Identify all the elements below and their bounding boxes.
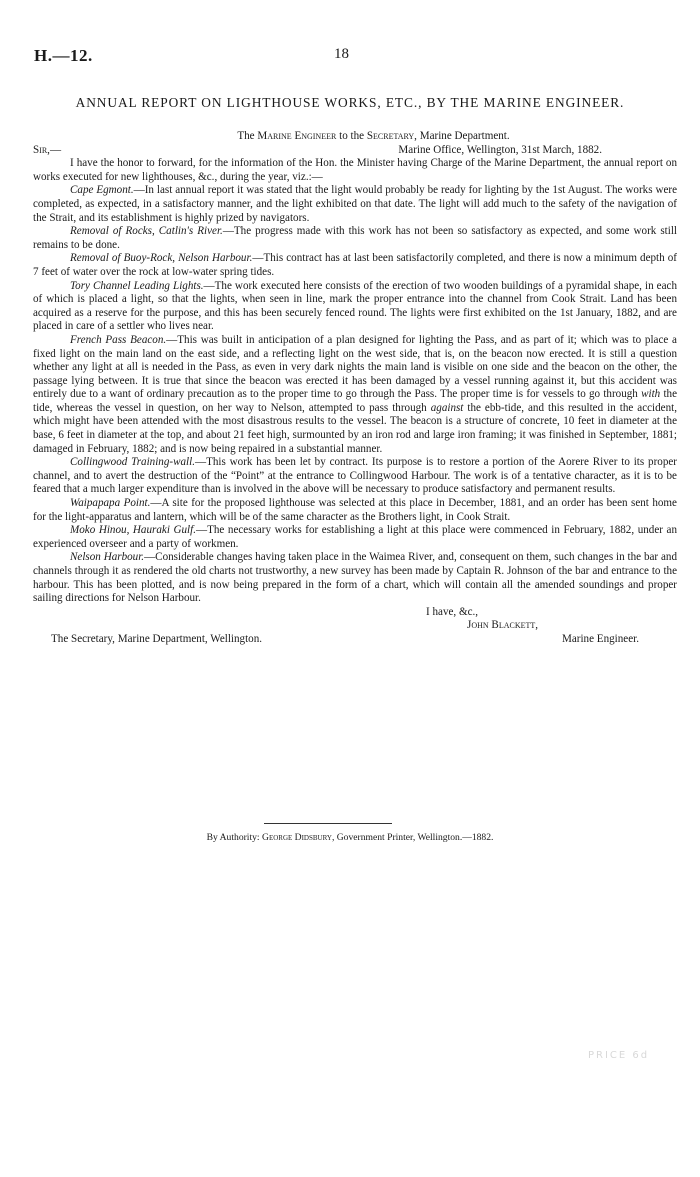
section-paragraph — [33, 497, 677, 524]
address-sender: Marine Engineer — [257, 130, 337, 142]
salutation: Sir,— — [33, 143, 62, 156]
office-date: Marine Office, Wellington, 31st March, 1882. — [398, 143, 602, 156]
signatory-role: Marine Engineer. — [561, 632, 639, 645]
section-text: —Considerable changes having taken place in the Waimea River, and, consequent on them, such changes in the bar and channels through it as rendered the old charts not trustworthy, a new survey has been made by Captain R. Johnson of the bar and entrance to the harbour. This has been plotted, and is now being prepared in the form of a chart, which will contain all the amended soundings and proper sailing directions for Nelson Harbour. — [33, 551, 677, 605]
address-word: The — [237, 130, 255, 142]
section-text: —The work executed here consists of the erection of two wooden buildings of a pyramidal shape, in each of which is placed a light, so that the lights, when seen in line, mark the proper entrance into the channel from Cook Strait. Land has been acquired as a reserve for the purpose, and this has been securely fenced round. The lights were first exhibited on the 1st January, 1882, and are placed in care of a settler who lives near. — [33, 279, 677, 333]
section-paragraph — [33, 280, 677, 334]
divider-rule — [264, 823, 392, 824]
salutation-line — [33, 144, 677, 158]
section-paragraph — [33, 551, 677, 605]
section-heading: French Pass Beacon. — [70, 333, 167, 346]
emphasis-word: with — [641, 388, 661, 401]
section-heading: Cape Egmont. — [70, 184, 134, 197]
closing-footer-line — [33, 633, 677, 647]
section-text: —This work has been let by contract. Its purpose is to restore a portion of the Aorere River to its proper channel, and to avert the destruction of the “Point” at the entrance to Collingwood Harbour. The work is of a tentative character, as it is to be feared that a much larger expenditure than is involved in the above will be necessary to produce satisfactory and permanent results. — [33, 456, 677, 496]
address-word: to the — [339, 130, 365, 142]
signatory-name: John Blackett, — [467, 619, 539, 632]
section-text: the tide, whereas the vessel in question, on her way to Nelson, attempted to pass through — [33, 388, 678, 414]
section-heading: Collingwood Training-wall. — [70, 456, 195, 469]
paper-reference: H.—12. — [34, 46, 93, 65]
section-text: —The progress made with this work has not been so satisfactory as expected, and some work still remains to be done. — [33, 225, 677, 251]
section-text: the ebb-tide, and this resulted in the accident, which might have been attended with the most disastrous results to the vessel. The beacon is a structure of concrete, 10 feet in diameter at the base, 6 feet in diameter at the top, and about 21 feet high, surmounted by an iron rod and large iron framing; it was finished in September, 1881; damaged in February, 1882; and is now being repaired in a substantial manner. — [33, 401, 677, 455]
imprint-prefix: By Authority: — [206, 832, 260, 843]
faint-stamp: PRICE 6d — [588, 1050, 650, 1061]
addressee: The Secretary, Marine Department, Wellington. — [51, 632, 263, 645]
section-heading: Moko Hinou, Hauraki Gulf. — [70, 524, 196, 537]
letter-body — [33, 130, 677, 647]
section-heading: Tory Channel Leading Lights. — [70, 279, 204, 292]
imprint-printer: George Didsbury — [262, 832, 332, 843]
section-heading: Removal of Buoy-Rock, Nelson Harbour. — [70, 252, 253, 265]
section-heading: Removal of Rocks, Catlin's River. — [70, 225, 223, 238]
intro-paragraph: I have the honor to forward, for the information of the Hon. the Minister having Charge of the Marine Department, the annual report on works executed for new lighthouses, &c., during the year, viz.:— — [33, 157, 677, 183]
french-pass-paragraph — [33, 334, 677, 456]
section-paragraph — [33, 456, 677, 497]
report-title: ANNUAL REPORT ON LIGHTHOUSE WORKS, ETC., BY THE MARINE ENGINEER. — [75, 95, 625, 110]
section-paragraph — [33, 225, 677, 252]
section-paragraph — [33, 524, 677, 551]
section-text: —A site for the proposed lighthouse was selected at this place in December, 1881, and an order has been sent home for the light-apparatus and lantern, which will be of the same character as the Brothers light, in Cook Strait. — [33, 497, 677, 523]
page-number: 18 — [334, 46, 349, 62]
section-text: —This contract has at last been satisfactorily completed, and there is now a minimum depth of 7 feet of water over the rock at low-water spring tides. — [33, 252, 677, 278]
section-heading: Nelson Harbour. — [70, 551, 145, 564]
address-recipient: Secretary — [366, 130, 415, 142]
printer-imprint — [0, 832, 700, 843]
section-paragraph — [33, 252, 677, 279]
closing-formula: I have, &c., — [426, 605, 479, 618]
section-paragraph — [33, 184, 677, 225]
imprint-suffix: , Government Printer, Wellington.—1882. — [331, 832, 494, 843]
section-text: —The necessary works for establishing a light at this place were commenced in February, 1882, under an experienced overseer and a party of workmen. — [33, 524, 678, 550]
section-heading: Waipapapa Point. — [70, 497, 151, 510]
address-department: , Marine Department. — [414, 130, 510, 142]
section-text: —In last annual report it was stated that the light would probably be ready for lighting by the 1st August. The works were completed, as expected, in a satisfactory manner, and the light exhibited on that date. The light will add much to the safety of the navigation of the Strait, and its establishment is highly prized by navigators. — [33, 184, 677, 224]
section-text: —This was built in anticipation of a plan designed for lighting the Pass, and as part of it; which was to place a fixed light on the main land on the east side, and a reflecting light on the west side, that is, on the beacon now erected. It is still a question whether any light at all is needed in the Pass, as even in very dark nights the main land is visible on one side and the beacon on the other, the passage lying between. It is true that since the beacon was erected it has been damaged by a vessel running against it, but this accident was entirely due to a want of ordinary precaution as to the proper time to go through the Pass. The proper time is for vessels to go through — [33, 333, 677, 401]
emphasis-word: against — [430, 401, 464, 414]
address-line — [33, 130, 677, 144]
